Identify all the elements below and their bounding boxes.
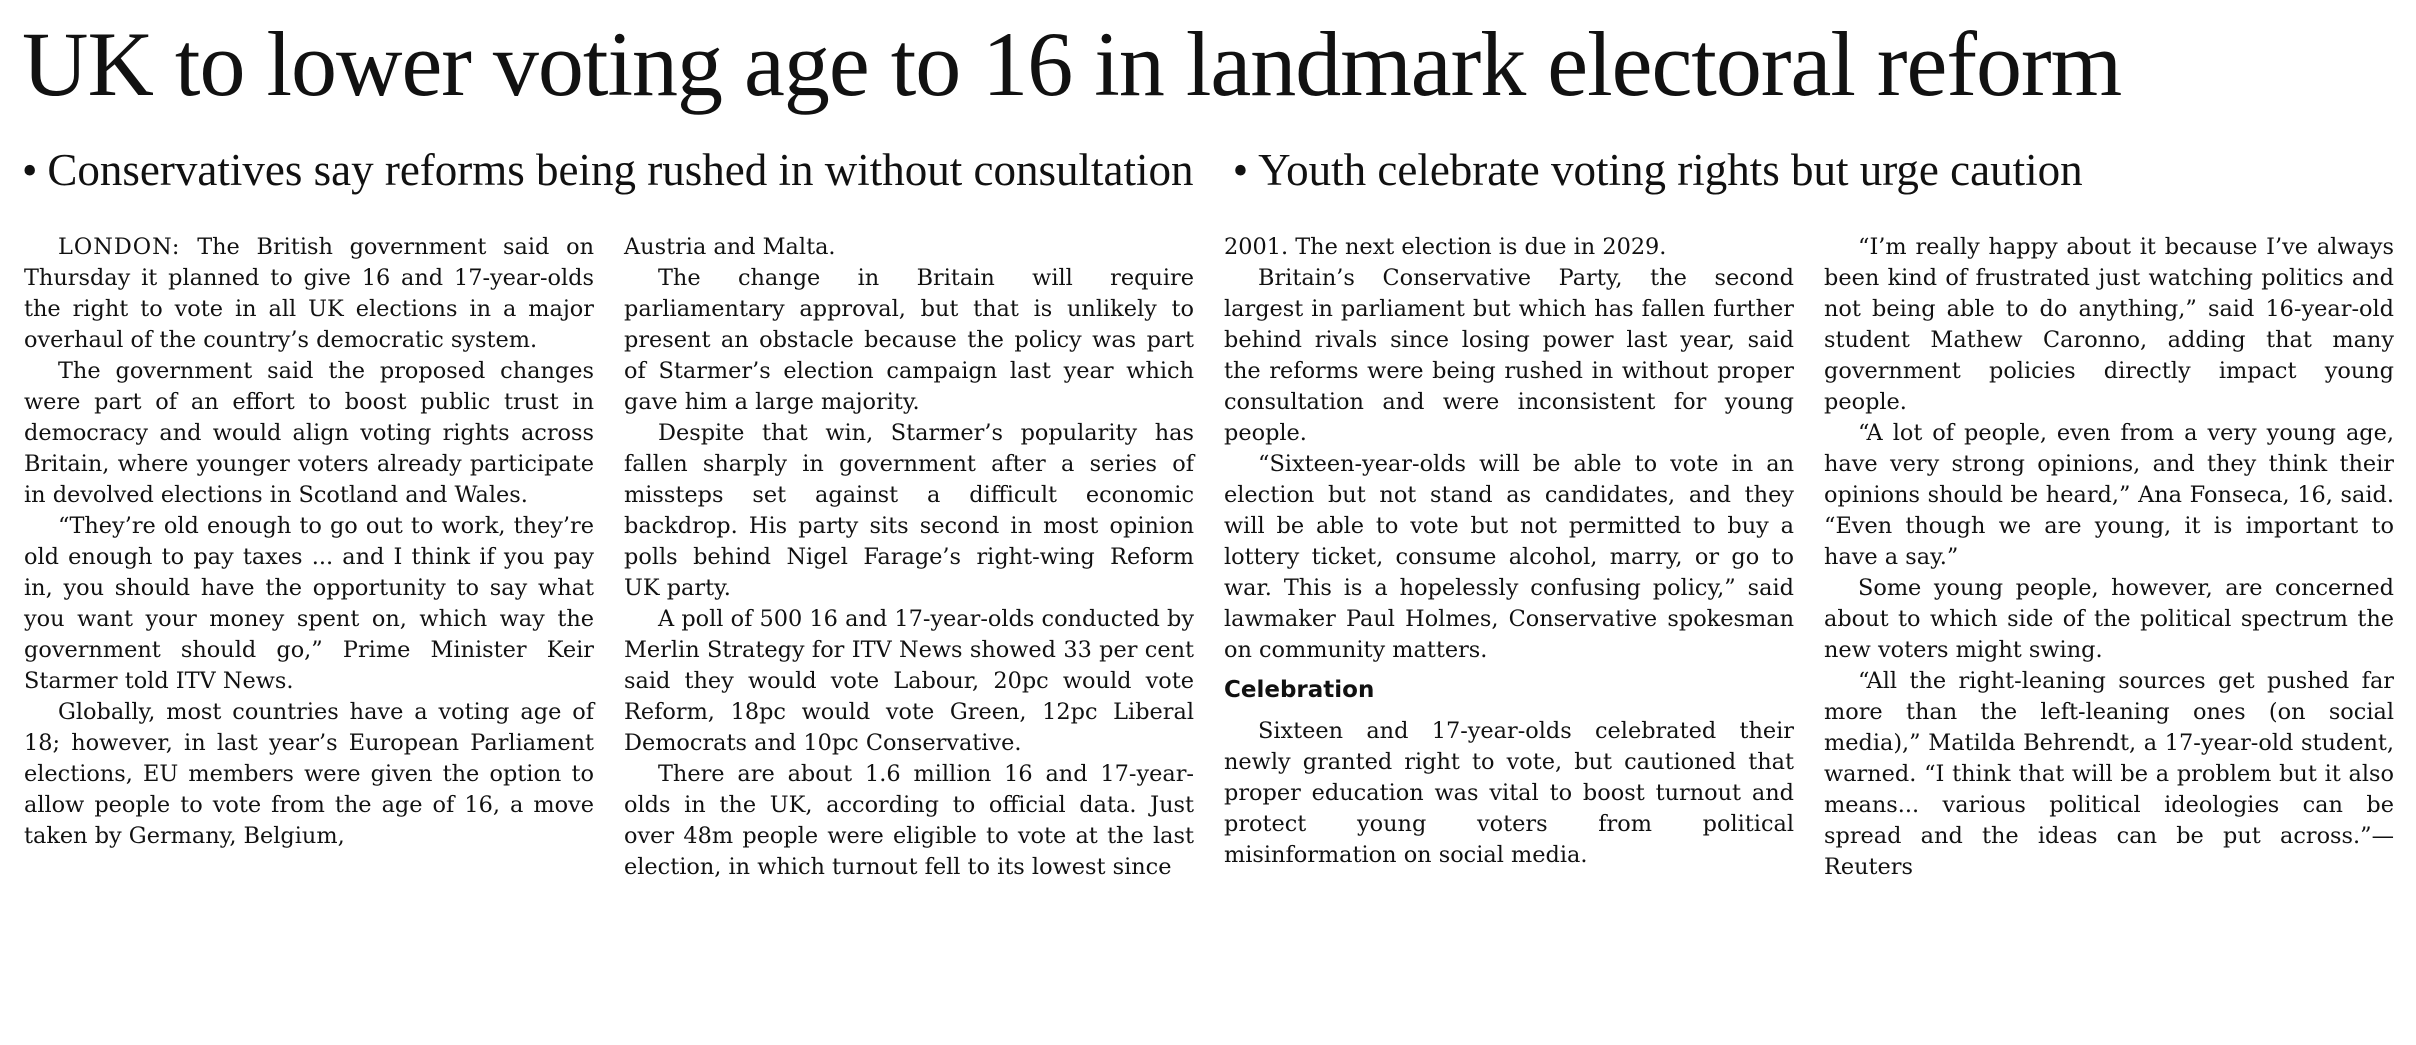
subhead-2 <box>1233 140 2083 201</box>
paragraph: “They’re old enough to go out to work, they’re old enough to pay taxes ... and I think if you pay in, you should have the opportunity to say what you want your money spent on, which way the government should go,” Prime Minister Keir Starmer told ITV News. <box>24 513 594 694</box>
paragraph: Austria and Malta. <box>624 234 836 260</box>
paragraph: The change in Britain will require parliamentary approval, but that is unlikely to present an obstacle because the policy was part of Starmer’s election campaign last year which gave him a large majority. <box>624 265 1194 415</box>
headline: UK to lower voting age to 16 in landmark electoral reform <box>22 13 2122 115</box>
column-1 <box>24 232 594 1032</box>
paragraph: “I’m really happy about it because I’ve always been kind of frustrated just watching politics and not being able to do anything,” said 16-year-old student Mathew Caronno, adding that many government policies directly impact young people. <box>1824 234 2394 415</box>
column-3 <box>1224 232 1794 1032</box>
paragraph: “A lot of people, even from a very young age, have very strong opinions, and they think their opinions should be heard,” Ana Fonseca, 16, said. “Even though we are young, it is important to have a say.” <box>1824 420 2394 570</box>
column-2 <box>624 232 1194 1032</box>
paragraph: Britain’s Conservative Party, the second largest in parliament but which has fallen further behind rivals since losing power last year, said the reforms were being rushed in without proper consultation and were inconsistent for young people. <box>1224 265 1794 446</box>
bullet-icon: • <box>1232 146 1249 195</box>
paragraph: Some young people, however, are concerned about to which side of the political spectrum the new voters might swing. <box>1824 575 2394 663</box>
paragraph: Sixteen and 17-year-olds celebrated their newly granted right to vote, but cautioned that proper education was vital to boost turnout and protect young voters from political misinformation on social media. <box>1224 718 1794 868</box>
section-heading: Celebration <box>1224 677 1375 703</box>
column-4 <box>1824 232 2394 1032</box>
subheads <box>22 140 2402 201</box>
paragraph: “Sixteen-year-olds will be able to vote in an election but not stand as candidates, and they will be able to vote but not permitted to buy a lottery ticket, consume alcohol, marry, or go to war. This is a hopelessly confusing policy,” said lawmaker Paul Holmes, Conservative spokesman on community matters. <box>1224 451 1794 663</box>
subhead-1-text: Conservatives say reforms being rushed in without consultation <box>47 145 1194 195</box>
paragraph: A poll of 500 16 and 17-year-olds conducted by Merlin Strategy for ITV News showed 33 per cent said they would vote Labour, 20pc would vote Reform, 18pc would vote Green, 12pc Liberal Democrats and 10pc Conservative. <box>624 606 1194 756</box>
dateline: LONDON: <box>58 234 181 260</box>
bullet-icon: • <box>22 146 38 195</box>
subhead-1 <box>22 140 1193 201</box>
paragraph: Globally, most countries have a voting age of 18; however, in last year’s European Parliament elections, EU members were given the option to allow people to vote from the age of 16, a move taken by Germany, Belgium, <box>24 699 594 849</box>
paragraph: Despite that win, Starmer’s popularity has fallen sharply in government after a series of missteps set against a difficult economic backdrop. His party sits second in most opinion polls behind Nigel Farage’s right-wing Reform UK party. <box>624 420 1194 601</box>
subhead-2-text: Youth celebrate voting rights but urge caution <box>1258 145 2083 195</box>
paragraph: 2001. The next election is due in 2029. <box>1224 234 1667 260</box>
paragraph: The government said the proposed changes were part of an effort to boost public trust in democracy and would align voting rights across Britain, where younger voters already participate in devolved elections in Scotland and Wales. <box>24 358 594 508</box>
paragraph-text: The British government said on Thursday it planned to give 16 and 17-year-olds the right to vote in all UK elections in a major overhaul of the country’s democratic system. <box>24 234 594 353</box>
article-body <box>24 232 2394 1032</box>
paragraph: “All the right-leaning sources get pushed far more than the left-leaning ones (on social media),” Matilda Behrendt, a 17-year-old student, warned. “I think that will be a problem but it also means... various political ideologies can be spread and the ideas can be put across.”—Reuters <box>1824 668 2394 880</box>
paragraph <box>24 232 594 356</box>
paragraph: There are about 1.6 million 16 and 17-year-olds in the UK, according to official data. Just over 48m people were eligible to vote at the last election, in which turnout fell to its lowest since <box>624 761 1194 880</box>
